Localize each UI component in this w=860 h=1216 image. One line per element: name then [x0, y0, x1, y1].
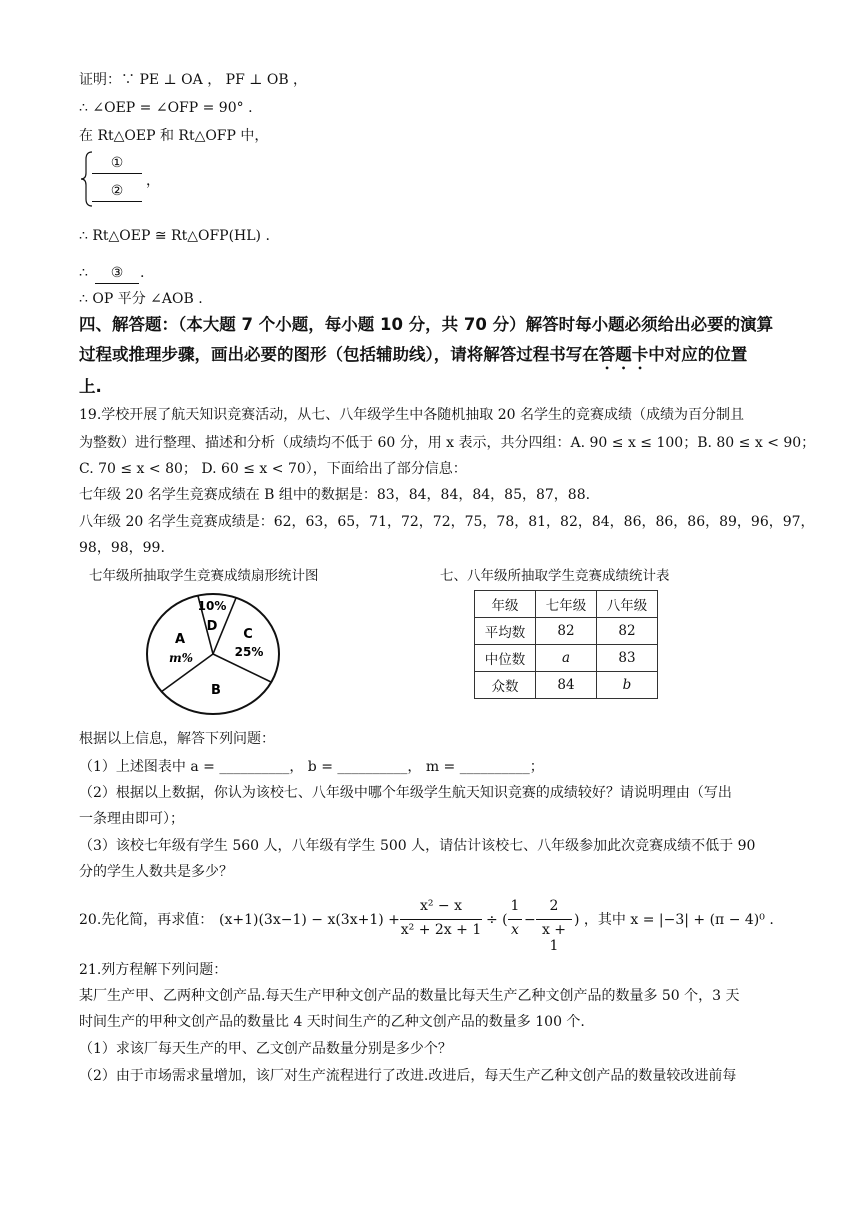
table-header-cell: 七年级	[536, 591, 597, 618]
table-header-row	[475, 591, 658, 618]
table-cell: a	[536, 645, 597, 672]
q19-p7: 根据以上信息，解答下列问题：	[79, 731, 275, 747]
table-header-cell: 年级	[475, 591, 536, 618]
q20-expr-1: (x+1)(3x−1) − x(3x+1) +	[219, 912, 400, 928]
q20-num-3: 2	[549, 898, 559, 914]
proof-line-5-prefix: ∴	[79, 265, 88, 281]
section4-line-1: 四、解答题：（本大题 7 个小题，每小题 10 分，共 70 分）解答时每小题必须给出必要的演算	[79, 315, 774, 334]
blank-2: ②	[92, 181, 142, 202]
q20-den-3: x + 1	[541, 922, 567, 954]
pie-chart	[145, 590, 295, 720]
table-row	[475, 672, 658, 699]
q20-num-2: 1	[510, 898, 520, 914]
q20-lead: 20.先化简，再求值：	[79, 912, 214, 928]
section4-line-2a: 过程或推理步骤，画出必要的图形（包括辅助线），请将解答过程书写在	[79, 345, 599, 364]
brace-comma: ，	[146, 173, 160, 189]
q19-p2: 为整数）进行整理、描述和分析（成绩均不低于 60 分，用 x 表示，共分四组：A. 90 ≤ x ≤ 100；B. 80 ≤ x < 90；	[79, 435, 816, 451]
q20-tail: ) ，其中 x = |−3| + (π − 4)⁰ .	[574, 912, 774, 928]
q19-p10: 一条理由即可）；	[79, 811, 184, 827]
table-row	[475, 618, 658, 645]
q21-l5: （2）由于市场需求量增加，该厂对生产流程进行了改进.改进后，每天生产乙种文创产品的数量较改进前每	[79, 1068, 737, 1084]
q20-fraction-bar-1	[400, 919, 482, 920]
table-cell: 83	[597, 645, 658, 672]
proof-line-2: ∴ ∠OEP = ∠OFP = 90° .	[79, 100, 253, 116]
pie-caption: 七年级所抽取学生竞赛成绩扇形统计图	[89, 568, 319, 584]
q19-p5: 八年级 20 名学生竞赛成绩是：62，63，65，71，72，72，75，78，81，82，84，86，86，86，89，96，97，	[79, 514, 815, 530]
section4-line-3: 上.	[79, 377, 102, 396]
pie-label-C-pct: 25%	[234, 645, 264, 659]
section4-answer-card: 答题卡	[598, 345, 649, 364]
q20-fraction-bar-2	[508, 919, 522, 920]
section4-line-2c: 中对应的位置	[648, 345, 748, 364]
table-cell: 84	[536, 672, 597, 699]
q21-l2: 某厂生产甲、乙两种文创产品.每天生产甲种文创产品的数量比每天生产乙种文创产品的数量多 50 个，3 天	[79, 988, 740, 1004]
q20-den-2: x	[511, 922, 519, 938]
q19-p8: （1）上述图表中 a = __________， b = __________， m = __________；	[79, 759, 544, 775]
table-cell: 众数	[475, 672, 536, 699]
q19-p9: （2）根据以上数据，你认为该校七、八年级中哪个年级学生航天知识竞赛的成绩较好？请说明理由（写出	[79, 785, 732, 801]
table-caption: 七、八年级所抽取学生竞赛成绩统计表	[440, 568, 670, 584]
proof-line-1: 证明：∵ PE ⊥ OA ， PF ⊥ OB ，	[79, 72, 308, 88]
q19-p3: C. 70 ≤ x < 80； D. 60 ≤ x < 70），下面给出了部分信息：	[79, 461, 467, 477]
q20-den-1: x² + 2x + 1	[400, 922, 482, 938]
section4-line-2	[79, 345, 747, 373]
q21-l4: （1）求该厂每天生产的甲、乙文创产品数量分别是多少个？	[79, 1041, 452, 1057]
q20-divide: ÷ (	[486, 912, 508, 928]
pie-label-D: D	[206, 619, 218, 634]
q19-p1: 19.学校开展了航天知识竞赛活动，从七、八年级学生中各随机抽取 20 名学生的竞赛成绩（成绩为百分制且	[79, 407, 744, 423]
table-cell: 82	[597, 618, 658, 645]
proof-line-4: ∴ Rt△OEP ≅ Rt△OFP(HL) .	[79, 228, 270, 244]
proof-line-5-suffix: .	[140, 265, 145, 281]
q21-l3: 时间生产的甲种文创产品的数量比 4 天时间生产的乙种文创产品的数量多 100 个.	[79, 1014, 585, 1030]
pie-label-D-pct: 10%	[197, 599, 227, 613]
q20-minus: −	[524, 912, 536, 928]
q21-l1: 21.列方程解下列问题：	[79, 962, 228, 978]
q20-num-1: x² − x	[419, 898, 463, 914]
proof-line-3: 在 Rt△OEP 和 Rt△OFP 中，	[79, 128, 269, 144]
blank-1: ①	[92, 153, 142, 174]
stats-table	[474, 590, 658, 699]
pie-label-B: B	[211, 683, 221, 698]
blank-3: ③	[95, 263, 139, 284]
table-cell: 平均数	[475, 618, 536, 645]
proof-line-6: ∴ OP 平分 ∠AOB .	[79, 291, 203, 307]
q19-p12: 分的学生人数共是多少？	[79, 864, 233, 880]
pie-label-A: A	[174, 632, 186, 647]
q20-fraction-bar-3	[536, 919, 572, 920]
pie-label-A-pct: m%	[168, 651, 194, 665]
table-row	[475, 645, 658, 672]
pie-label-C: C	[243, 627, 253, 642]
table-header-cell: 八年级	[597, 591, 658, 618]
table-cell: 中位数	[475, 645, 536, 672]
q19-p6: 98，98，99.	[79, 540, 165, 556]
table-cell: b	[597, 672, 658, 699]
q19-p11: （3）该校七年级有学生 560 人，八年级有学生 500 人，请估计该校七、八年级参加此次竞赛成绩不低于 90	[79, 838, 756, 854]
q19-p4: 七年级 20 名学生竞赛成绩在 B 组中的数据是：83，84，84，84，85，87，88.	[79, 487, 591, 503]
table-cell: 82	[536, 618, 597, 645]
